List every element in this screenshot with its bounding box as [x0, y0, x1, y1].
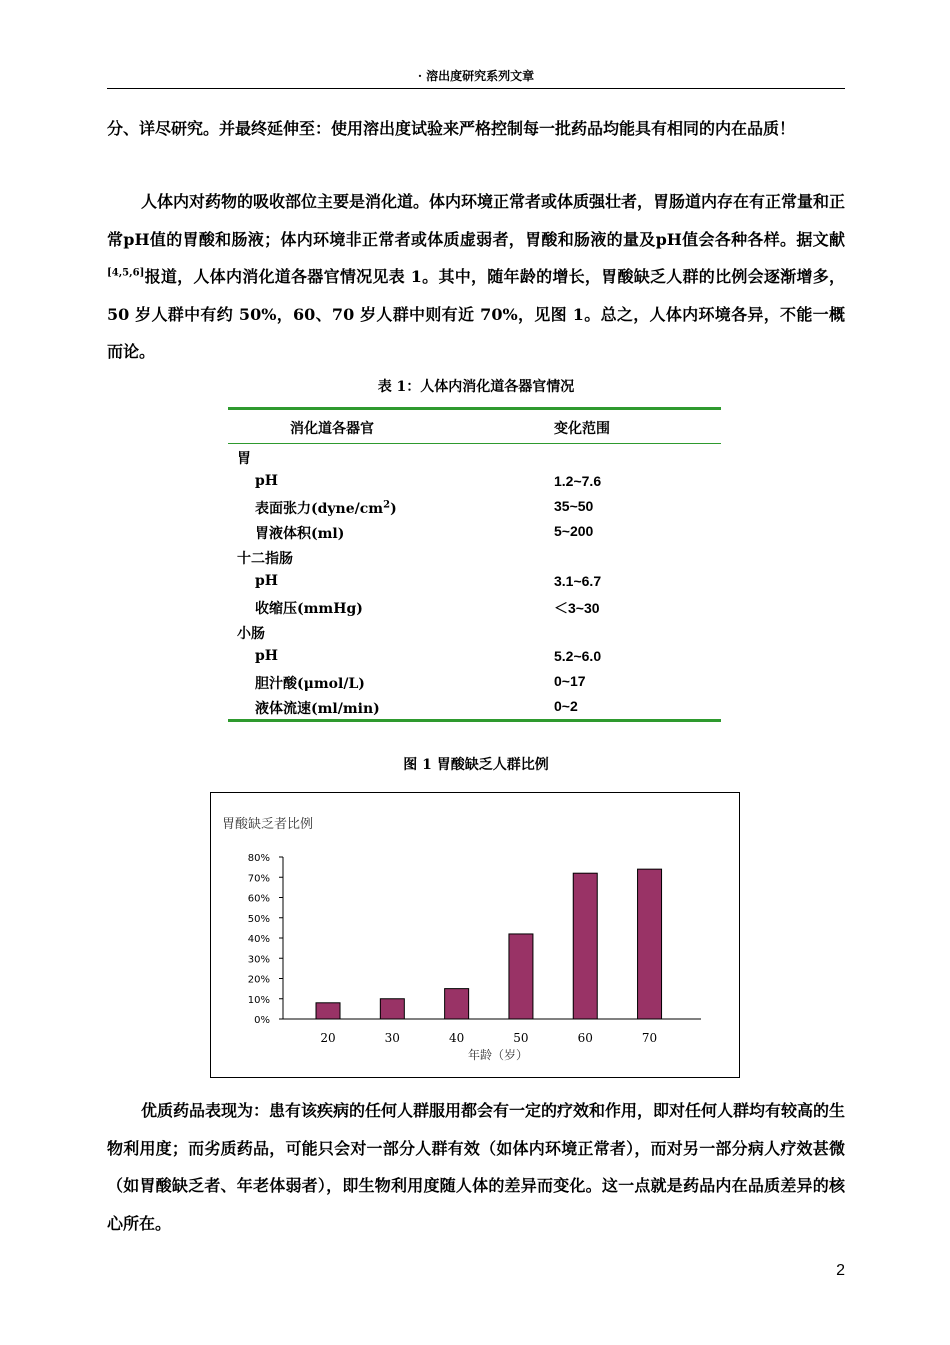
x-tick-label: 50: [513, 1031, 529, 1045]
table-section-row: [228, 619, 721, 644]
paragraph-2-text-b: 报道，人体内消化道各器官情况见表 1。其中，随年龄的增长，胃酸缺乏人群的比例会逐渐增多，50 岁人群中有约 50%，60、70 岁人群中则有近 70%，见图 1。总之，人体内环境各异，不能一概而论。: [107, 267, 845, 361]
x-tick-label: 20: [320, 1031, 336, 1045]
table-caption: 表 1：人体内消化道各器官情况: [377, 379, 575, 395]
paragraph-2: [107, 183, 845, 371]
table-param-value: 0~17: [554, 673, 586, 689]
organ-table: [228, 407, 721, 722]
table-param-label: [255, 523, 344, 543]
bar: [573, 873, 597, 1019]
table-param-label-text: 胃液体积(ml): [255, 526, 345, 542]
table-param-value: 5.2~6.0: [554, 648, 602, 664]
citation-ref: [4,5,6]: [107, 267, 145, 279]
table-row: [228, 694, 721, 719]
table-param-label: [255, 598, 363, 618]
table-param-label-text: 收缩压(mmHg): [255, 601, 363, 617]
table-section-name: 胃: [237, 451, 251, 467]
x-tick-label: 70: [641, 1031, 658, 1045]
x-tick-label: 40: [448, 1031, 465, 1045]
table-section-row: [228, 544, 721, 569]
running-header: · 溶出度研究系列文章: [107, 64, 845, 89]
paragraph-2-text-a: 人体内对药物的吸收部位主要是消化道。体内环境正常者或体质强壮者，胃肠道内存在有正常量和正常pH值的胃酸和肠液；体内环境非正常者或体质虚弱者，胃酸和肠液的量及pH值会各种各样。据文献: [107, 192, 846, 249]
paragraph-1: 分、详尽研究。并最终延伸至：使用溶出度试验来严格控制每一批药品均能具有相同的内在品质！: [107, 119, 796, 138]
y-tick-label: 0%: [254, 1015, 270, 1026]
paragraph-3-text: 优质药品表现为：患有该疾病的任何人群服用都会有一定的疗效和作用，即对任何人群均有较高的生物利用度；而劣质药品，可能只会对一部分人群有效（如体内环境正常者），而对另一部分病人疗效甚微（如胃酸缺乏者、年老体弱者），即生物利用度随人体的差异而变化。这一点就是药品内在品质差异的核心所在。: [107, 1101, 846, 1233]
table-param-value: 0~2: [554, 698, 578, 714]
bar-chart: [211, 793, 739, 1077]
table-param-label: [255, 698, 380, 718]
bar: [509, 934, 533, 1019]
table-row: [228, 469, 721, 494]
bar: [316, 1003, 340, 1019]
y-tick-label: 70%: [247, 873, 270, 885]
table-param-label-text: 表面张力(dyne/cm: [255, 501, 384, 517]
table-param-label: [255, 673, 365, 693]
table-header-range: 变化范围: [554, 421, 610, 437]
table-param-value: 35~50: [554, 498, 594, 514]
table-param-label-text: 液体流速(ml/min): [255, 701, 380, 717]
table-param-label-text: 胆汁酸(μmol/L): [255, 676, 365, 692]
table-section-row: [228, 444, 721, 469]
y-tick-label: 30%: [247, 954, 270, 966]
page-number: 2: [836, 1262, 845, 1279]
x-axis-label: 年龄（岁）: [467, 1048, 529, 1062]
table-param-label-tail: ): [390, 501, 397, 517]
y-tick-label: 40%: [247, 934, 270, 945]
bar: [380, 999, 404, 1019]
table-row: [228, 494, 721, 519]
figure-caption: 图 1 胃酸缺乏人群比例: [403, 757, 549, 773]
table-header-organ: 消化道各器官: [290, 421, 374, 437]
table-param-value: 1.2~7.6: [554, 473, 602, 489]
y-tick-label: 20%: [247, 974, 270, 986]
table-param-label-text: pH: [255, 648, 279, 664]
bar: [445, 989, 469, 1019]
table-row: [228, 644, 721, 669]
table-row: [228, 569, 721, 594]
table-param-label: [255, 648, 278, 664]
table-param-value: ＜3~30: [554, 600, 600, 616]
table-param-label-text: pH: [255, 473, 279, 489]
x-tick-label: 30: [384, 1031, 400, 1045]
table-param-label: [255, 473, 278, 489]
y-tick-label: 80%: [247, 853, 270, 864]
x-tick-label: 60: [577, 1031, 593, 1045]
table-row: [228, 594, 721, 619]
table-param-value: 5~200: [554, 523, 594, 539]
table-param-value: 3.1~6.7: [554, 573, 602, 589]
table-row: [228, 669, 721, 694]
paragraph-3: [107, 1092, 845, 1242]
y-tick-label: 50%: [247, 913, 270, 925]
table-param-label-text: pH: [255, 573, 279, 589]
table-row: [228, 519, 721, 544]
y-tick-label: 10%: [247, 994, 270, 1006]
table-param-label: [255, 498, 397, 518]
table-header-row: [228, 410, 721, 444]
table-param-label: [255, 573, 278, 589]
table-body: [228, 444, 721, 719]
chart-title: 胃酸缺乏者比例: [222, 817, 314, 832]
y-tick-label: 60%: [247, 893, 270, 905]
bar-chart-frame: [210, 792, 740, 1078]
bar: [638, 869, 662, 1019]
table-param-superscript: 2: [383, 499, 391, 511]
table-section-name: 十二指肠: [237, 551, 293, 567]
table-section-name: 小肠: [237, 626, 265, 642]
